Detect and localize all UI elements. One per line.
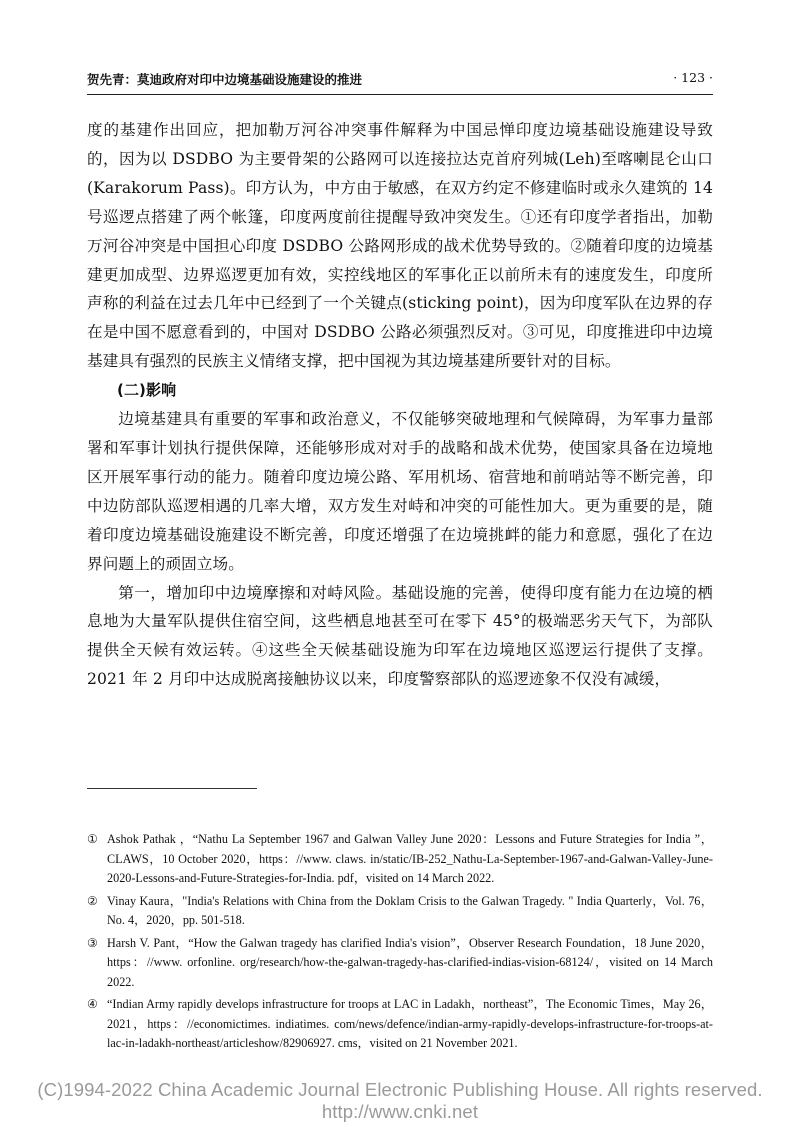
- footnote-text: Ashok Pathak ，“Nathu La September 1967 and Galwan Valley June 2020：Lessons and Future Strategies for India ”，CLAWS，10 October 2020，https：//www. claws. in/static/IB-252_Nathu-La-September-1967-and-Galwan-Valley-June-2020-Lessons-and-Future-Strategies-for-India. pdf，visited on 14 March 2022.: [107, 832, 713, 885]
- footnote-divider: [87, 788, 257, 789]
- footnotes: [87, 830, 713, 1057]
- footnote-text: Harsh V. Pant，“How the Galwan tragedy has clarified India's vision”，Observer Research Foundation，18 June 2020，https：//www. orfonline. org/research/how-the-galwan-tragedy-has-clarified-indias-vision-68124/，visited on 14 March 2022.: [107, 935, 713, 989]
- section-subheading: (二)影响: [117, 381, 177, 400]
- footnote-mark: ③: [87, 935, 98, 950]
- footnote-2: [87, 892, 713, 931]
- page-number: · 123 ·: [673, 70, 713, 85]
- article-title: 贺先青：莫迪政府对印中边境基础设施建设的推进: [87, 72, 363, 87]
- header-divider: [87, 94, 713, 95]
- body-paragraph-1: 度的基建作出回应，把加勒万河谷冲突事件解释为中国忌惮印度边境基础设施建设导致的，因为以 DSDBO 为主要骨架的公路网可以连接拉达克首府列城(Leh)至喀喇昆仑山口(Karakorum Pass)。印方认为，中方由于敏感，在双方约定不修建临时或永久建筑的 14 号巡逻点搭建了两个帐篷，印度两度前往提醒导致冲突发生。①还有印度学者指出，加勒万河谷冲突是中国担心印度 DSDBO 公路网形成的战术优势导致的。②随着印度的边境基建更加成型、边界巡逻更加有效，实控线地区的军事化正以前所未有的速度发生，印度所声称的利益在过去几年中已经到了一个关键点(sticking point)，因为印度军队在边界的存在是中国不愿意看到的，中国对 DSDBO 公路必须强烈反对。③可见，印度推进印中边境基建具有强烈的民族主义情绪支撑，把中国视为其边境基建所要针对的目标。: [87, 121, 713, 371]
- body-paragraph-2: 边境基建具有重要的军事和政治意义，不仅能够突破地理和气候障碍，为军事力量部署和军事计划执行提供保障，还能够形成对对手的战略和战术优势，使国家具备在边境地区开展军事行动的能力。随着印度边境公路、军用机场、宿营地和前哨站等不断完善，印中边防部队巡逻相遇的几率大增，双方发生对峙和冲突的可能性加大。更为重要的是，随着印度边境基础设施建设不断完善，印度还增强了在边境挑衅的能力和意愿，强化了在边界问题上的顽固立场。: [87, 410, 713, 573]
- footnote-3: [87, 934, 713, 993]
- running-header: [87, 66, 713, 90]
- footnote-mark: ②: [87, 893, 98, 908]
- body-paragraph-3: 第一，增加印中边境摩擦和对峙风险。基础设施的完善，使得印度有能力在边境的栖息地为大量军队提供住宿空间，这些栖息地甚至可在零下 45°的极端恶劣天气下，为部队提供全天候有效运转。④这些全天候基础设施为印军在边境地区巡逻运行提供了支撑。2021 年 2 月印中达成脱离接触协议以来，印度警察部队的巡逻迹象不仅没有减缓，: [87, 583, 713, 689]
- footnote-4: [87, 995, 713, 1054]
- footnote-mark: ①: [87, 832, 98, 846]
- copyright-watermark: (C)1994-2022 China Academic Journal Electronic Publishing House. All rights reserved. http://www.cnki.net: [37, 1079, 763, 1122]
- footnote-1: [87, 830, 713, 889]
- footnote-text: “Indian Army rapidly develops infrastructure for troops at LAC in Ladakh，northeast”，The Economic Times，May 26，2021，https：//economictimes. indiatimes. com/news/defence/indian-army-rapidly-develops-infrastructure-for-troops-at-lac-in-ladakh-northeast/articleshow/82906927. cms，visited on 21 November 2021.: [107, 997, 713, 1050]
- article-body: [87, 116, 713, 694]
- footnote-text: Vinay Kaura，"India's Relations with China from the Doklam Crisis to the Galwan Tragedy. " India Quarterly，Vol. 76，No. 4，2020，pp. 501-518.: [107, 893, 713, 927]
- footnote-mark: ④: [87, 997, 98, 1011]
